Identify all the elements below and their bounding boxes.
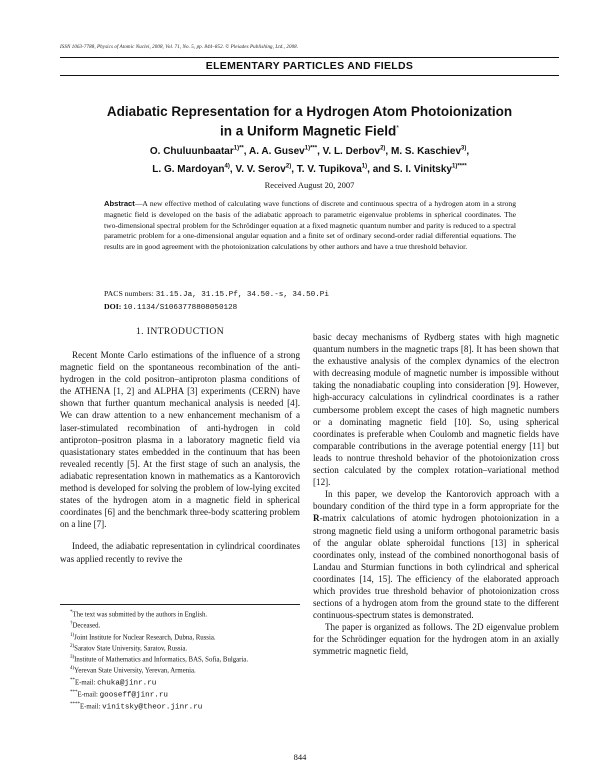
- section-heading: 1. INTRODUCTION: [135, 326, 225, 337]
- pacs-numbers: PACS numbers: 31.15.Ja, 31.15.Pf, 34.50.-s, 34.50.Pi: [104, 289, 329, 299]
- footnote: $^{1)}$Joint Institute for Nuclear Research, Dubna, Russia.: [70, 632, 216, 641]
- paragraph: The paper is organized as follows. The 2D eigenvalue problem for the Schrödinger equation for the hydrogen atom in an axially symmetric magnetic field,: [313, 622, 559, 657]
- footnote: $^{2)}$Saratov State University, Saratov, Russia.: [70, 643, 188, 653]
- author-line-2: [60, 159, 559, 176]
- title-line-2-text: in a Uniform Magnetic Field: [220, 123, 397, 139]
- pacs-doi-block: [104, 288, 516, 314]
- author: A. A. Gusev$^{1)***}$,: [248, 146, 323, 158]
- author: O. Chuluunbaatar$^{1)**}$,: [149, 146, 249, 158]
- section-banner: ELEMENTARY PARTICLES AND FIELDS: [60, 57, 559, 76]
- footnote: †Deceased.: [70, 621, 101, 630]
- pacs-value: 31.15.Ja, 31.15.Pf, 34.50.-s, 34.50.Pi: [155, 291, 329, 299]
- paragraph: basic decay mechanisms of Rydberg states with high magnetic quantum numbers in the magnetic traps [8]. It has been shown that the exhaustive analysis of the complex dynamics of the electron with decreasing module of magnetic number is impossible without taking the nonadiabatic coupling into consideration [9]. However, high-accuracy calculations in cylindrical coordinates is a rather cumbersome problem except the cases of high magnetic numbers or a dominating magnetic field [10]. So, using spherical coordinates is preferable when Coulomb and magnetic fields have comparable contributions in the average potential energy [11] but leads to nontrue threshold behavior of the photoionization cross section calculated by the complex rotation–variational method [12].: [313, 332, 559, 488]
- footnote: $^{3)}$Institute of Mathematics and Informatics, BAS, Sofia, Bulgaria.: [70, 655, 249, 664]
- author-list: [60, 142, 559, 177]
- footnote: **E-mail: chuka@jinr.ru: [70, 677, 157, 687]
- title-line-1: Adiabatic Representation for a Hydrogen Atom Photoionization: [106, 104, 513, 119]
- author: V. L. Derbov$^{2)}$,: [322, 146, 391, 158]
- paper-title: [60, 103, 559, 140]
- received-date: Received August 20, 2007: [264, 180, 355, 190]
- footnote: *The text was submitted by the authors in English.: [70, 610, 208, 619]
- abstract: [104, 199, 516, 253]
- footnotes: [60, 604, 300, 712]
- running-head: ISSN 1063-7788, Physics of Atomic Nuclei, 2008, Vol. 71, No. 5, pp. 844–852. © Pleiades Publishing, Ltd., 2008.: [60, 45, 299, 50]
- page-number: 844: [293, 752, 307, 762]
- doi: DOI: 10.1134/S1063778808050128: [104, 302, 238, 312]
- author: T. V. Tupikova$^{1)}$, and: [296, 163, 394, 175]
- email-link[interactable]: vinitsky@theor.jinr.ru: [102, 703, 203, 712]
- left-column: [60, 326, 300, 565]
- footnote: ****E-mail: vinitsky@theor.jinr.ru: [70, 702, 203, 712]
- abstract-text: —A new effective method of calculating wave functions of discrete and continuous spectra of a hydrogen atom in a strong magnetic field is developed on the basis of the adiabatic approach to parametric eigenvalue problems in spherical coordinates. The two-dimensional spectral problem for the Schrödinger equation at a fixed magnetic quantum number and parity is reduced to a spectral parametric problem for a one-dimensional angular equation and a finite set of ordinary second-order radial differential equations. The results are in good agreement with the photoionization calculations by other authors and have a true threshold behavior.: [104, 199, 516, 252]
- title-line-2: [60, 120, 559, 140]
- paragraph: Recent Monte Carlo estimations of the influence of a strong magnetic field on the spontaneous recombination of the anti-hydrogen in the cold positron–antiproton plasma conditions of the ATHENA [1, 2] and ALPHA [3] experiments (CERN) have shown that further quantum mechanical analysis is needed [4]. We can draw attention to a new enhancement mechanism of a laser-stimulated recombination of anti-hydrogen in cold antiproton–positron plasma in a laboratory magnetic field via quasistationary states embedded in the continuum that has been revealed recently [5]. At the first stage of such an analysis, the adiabatic representation known in mathematics as a Kantorovich method is developed for solving the problem of low-lying excited states of the hydrogen atom in a magnetic field in spherical coordinates [6] and the benchmark three-body scattering problem on a line [7].: [60, 350, 300, 530]
- author: M. S. Kaschiev$^{3)}$,: [390, 146, 470, 158]
- email-link[interactable]: gooseff@jinr.ru: [99, 691, 168, 700]
- author: V. V. Serov$^{2)}$,: [235, 163, 297, 175]
- footnote: $^{4)}$Yerevan State University, Yerevan, Armenia.: [70, 666, 196, 675]
- paragraph: Indeed, the adiabatic representation in cylindrical coordinates was applied recently to revive the: [60, 541, 300, 564]
- author-line-1: [60, 142, 559, 159]
- title-footnote-mark: *: [396, 125, 399, 132]
- footnote: ***E-mail: gooseff@jinr.ru: [70, 689, 168, 700]
- doi-value: 10.1134/S1063778808050128: [123, 304, 238, 312]
- email-link[interactable]: chuka@jinr.ru: [97, 678, 157, 687]
- abstract-label: Abstract: [104, 199, 135, 208]
- paragraph: In this paper, we develop the Kantorovich approach with a boundary condition of the third type in a form appropriate for the R-matrix calculations of atomic hydrogen photoionization in a strong magnetic field using a uniform orthogonal parametric basis of the angular oblate spheroidal functions [13] in spherical coordinates only, instead of the combined nonorthogonal basis of Landau and Sturmian functions in both cylindrical and spherical coordinates [14, 15]. The efficiency of the elaborated approach which provides true threshold behavior of photoionization cross sections of a hydrogen atom from the ground state to the different continuous-spectrum states is demonstrated.: [313, 489, 559, 621]
- author: L. G. Mardoyan$^{4)}$,: [152, 163, 236, 175]
- right-column: [313, 331, 559, 658]
- author: S. I. Vinitsky$^{1)****}$: [393, 163, 467, 175]
